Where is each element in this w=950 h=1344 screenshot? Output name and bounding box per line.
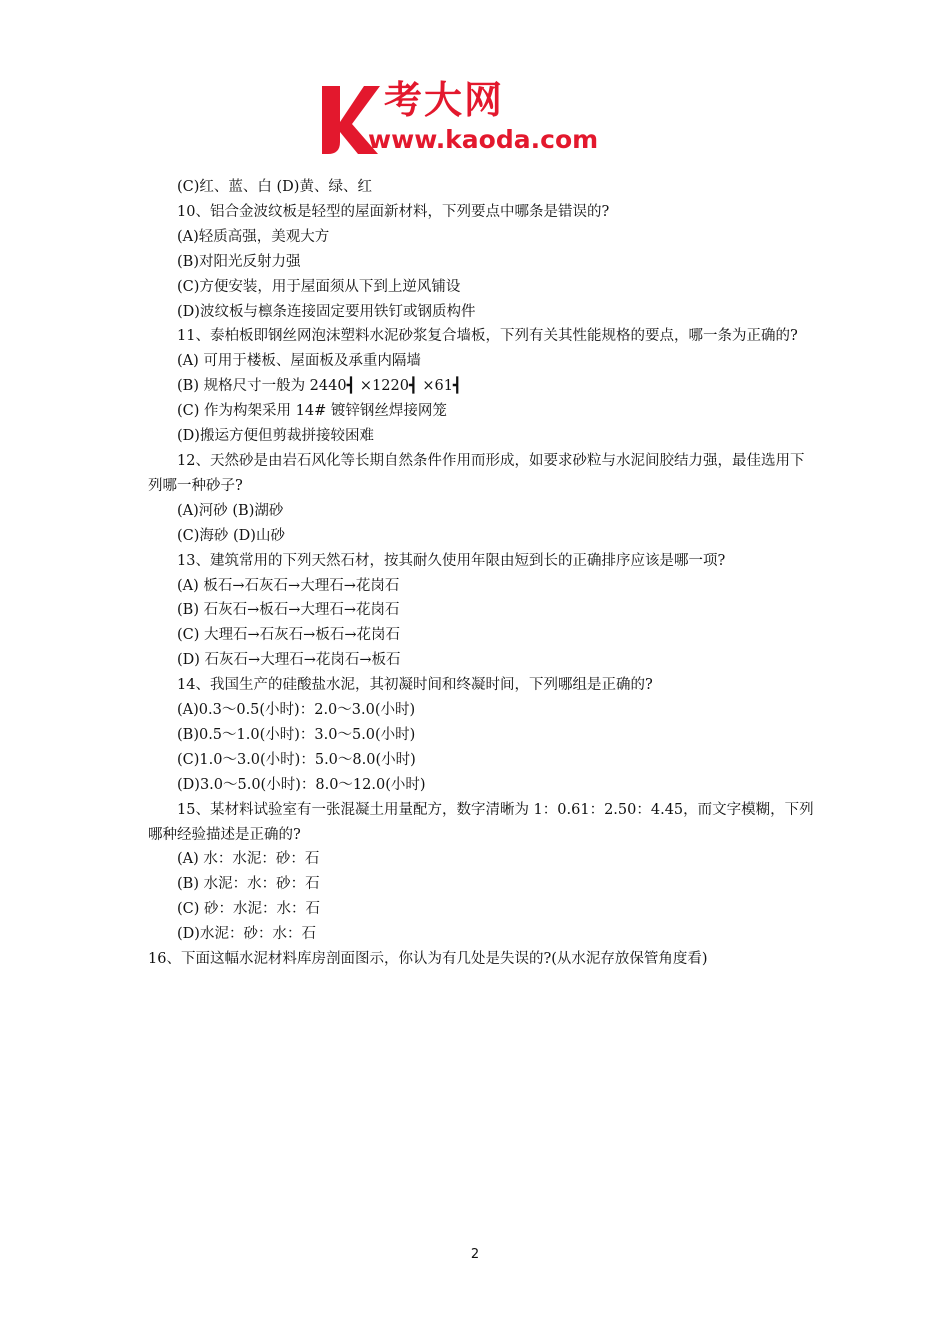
text-line: (C)红、蓝、白 (D)黄、绿、红 <box>177 179 372 195</box>
text-line: (B)0.5～1.0(小时)：3.0～5.0(小时) <box>177 726 416 743</box>
text-line: (A)轻质高强，美观大方 <box>177 228 330 245</box>
text-line: (A)0.3～0.5(小时)：2.0～3.0(小时) <box>177 702 416 719</box>
page-number: 2 <box>470 1247 480 1262</box>
text-line: (B) 规格尺寸一般为 2440┫ ×1220┫ ×61┫ <box>177 378 462 395</box>
text-line: (B) 石灰石→板石→大理石→花岗石 <box>177 602 400 619</box>
text-line: (D) 石灰石→大理石→花岗石→板石 <box>177 652 401 669</box>
text-line: (A) 可用于楼板、屋面板及承重内隔墙 <box>177 353 421 370</box>
text-line: 15、某材料试验室有一张混凝土用量配方，数字清晰为 1：0.61：2.50：4.45，而文字模糊，下列哪种经验描述是正确的? <box>148 801 814 843</box>
text-line: (A) 水：水泥：砂：石 <box>177 851 320 868</box>
logo-url: www.kaoda.com <box>368 125 599 154</box>
text-line: 13、建筑常用的下列天然石材，按其耐久使用年限由短到长的正确排序应该是哪一项? <box>177 552 726 569</box>
text-line: (C) 砂：水泥：水：石 <box>177 901 321 918</box>
text-line: (A) 板石→石灰石→大理石→花岗石 <box>177 577 400 594</box>
text-line: (D)水泥：砂：水：石 <box>177 926 316 943</box>
text-line: 11、泰柏板即钢丝网泡沫塑料水泥砂浆复合墙板，下列有关其性能规格的要点，哪一条为正确的? <box>177 328 798 345</box>
text-line: (A)河砂 (B)湖砂 <box>177 502 284 519</box>
text-line: (D)搬运方便但剪裁拼接较困难 <box>177 428 374 445</box>
text-line: (B)对阳光反射力强 <box>177 253 301 270</box>
kaoda-logo <box>318 78 638 162</box>
text-line: (C)方便安装，用于屋面须从下到上逆风铺设 <box>177 278 461 295</box>
text-line: 14、我国生产的硅酸盐水泥，其初凝时间和终凝时间，下列哪组是正确的? <box>177 677 653 694</box>
text-line: (C) 作为构架采用 14# 镀锌钢丝焊接网笼 <box>177 403 447 420</box>
text-line: 10、铝合金波纹板是轻型的屋面新材料，下列要点中哪条是错误的? <box>177 203 610 220</box>
logo-name-cn: 考大网 <box>384 78 505 122</box>
text-line: (C) 大理石→石灰石→板石→花岗石 <box>177 627 400 644</box>
text-line: (D)3.0～5.0(小时)：8.0～12.0(小时) <box>177 776 426 793</box>
text-line: 16、下面这幅水泥材料库房剖面图示，你认为有几处是失误的?(从水泥存放保管角度看) <box>148 951 708 968</box>
text-line: (D)波纹板与檩条连接固定要用铁钉或钢质构件 <box>177 303 476 320</box>
text-line: (B) 水泥：水：砂：石 <box>177 876 320 893</box>
text-line: (C)海砂 (D)山砂 <box>177 527 285 544</box>
text-line: (C)1.0～3.0(小时)：5.0～8.0(小时) <box>177 751 416 768</box>
text-line: 12、天然砂是由岩石风化等长期自然条件作用而形成，如要求砂粒与水泥间胶结力强，最佳选用下列哪一种砂子? <box>148 452 805 494</box>
document-body <box>148 175 818 972</box>
